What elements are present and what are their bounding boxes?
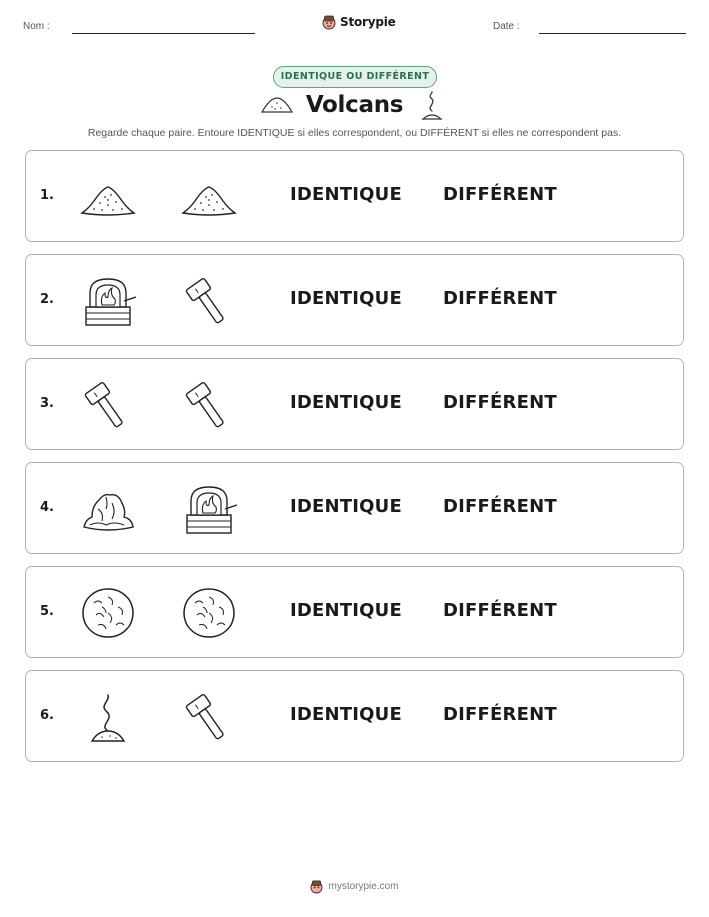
option-identique[interactable]: IDENTIQUE: [290, 600, 402, 621]
question-row-1: [25, 150, 684, 242]
question-row-3: [25, 358, 684, 450]
ash-pile-icon: [78, 167, 138, 227]
title-row: [0, 92, 709, 118]
name-line[interactable]: [72, 33, 255, 34]
forge-furnace-icon: [179, 479, 239, 539]
hammer-icon: [78, 375, 138, 435]
footer-url[interactable]: mystorypie.com: [328, 881, 399, 892]
option-different[interactable]: DIFFÉRENT: [443, 392, 557, 413]
option-identique[interactable]: IDENTIQUE: [290, 288, 402, 309]
option-different[interactable]: DIFFÉRENT: [443, 600, 557, 621]
option-different[interactable]: DIFFÉRENT: [443, 704, 557, 725]
question-row-4: [25, 462, 684, 554]
option-identique[interactable]: IDENTIQUE: [290, 704, 402, 725]
hammer-icon: [179, 271, 239, 331]
option-different[interactable]: DIFFÉRENT: [443, 496, 557, 517]
smoking-vent-icon: [420, 91, 444, 121]
question-number: 6.: [40, 708, 54, 723]
option-identique[interactable]: IDENTIQUE: [290, 496, 402, 517]
question-number: 2.: [40, 292, 54, 307]
smoking-vent-icon: [78, 687, 138, 747]
question-number: 1.: [40, 188, 54, 203]
option-identique[interactable]: IDENTIQUE: [290, 392, 402, 413]
instructions: Regarde chaque paire. Entoure IDENTIQUE si elles correspondent, ou DIFFÉRENT si elles ne correspondent pas.: [87, 127, 622, 139]
ash-pile-icon: [260, 95, 294, 115]
storypie-mascot-icon: [310, 879, 323, 894]
storypie-mascot-icon: [322, 14, 336, 30]
brand-logo: [322, 14, 396, 30]
question-number: 3.: [40, 396, 54, 411]
hammer-icon: [179, 687, 239, 747]
name-label: Nom :: [23, 21, 50, 32]
lava-mound-icon: [78, 479, 138, 539]
question-number: 4.: [40, 500, 54, 515]
date-line[interactable]: [539, 33, 686, 34]
date-label: Date :: [493, 21, 520, 32]
question-row-2: [25, 254, 684, 346]
forge-furnace-icon: [78, 271, 138, 331]
question-number: 5.: [40, 604, 54, 619]
footer: [0, 879, 709, 894]
page-title: Volcans: [305, 92, 404, 118]
ash-pile-icon: [179, 167, 239, 227]
option-identique[interactable]: IDENTIQUE: [290, 184, 402, 205]
volcanic-rock-icon: [78, 583, 138, 643]
hammer-icon: [179, 375, 239, 435]
brand-name: Storypie: [340, 15, 396, 29]
activity-type-badge: IDENTIQUE OU DIFFÉRENT: [273, 66, 437, 88]
volcanic-rock-icon: [179, 583, 239, 643]
option-different[interactable]: DIFFÉRENT: [443, 184, 557, 205]
question-row-5: [25, 566, 684, 658]
option-different[interactable]: DIFFÉRENT: [443, 288, 557, 309]
question-row-6: [25, 670, 684, 762]
